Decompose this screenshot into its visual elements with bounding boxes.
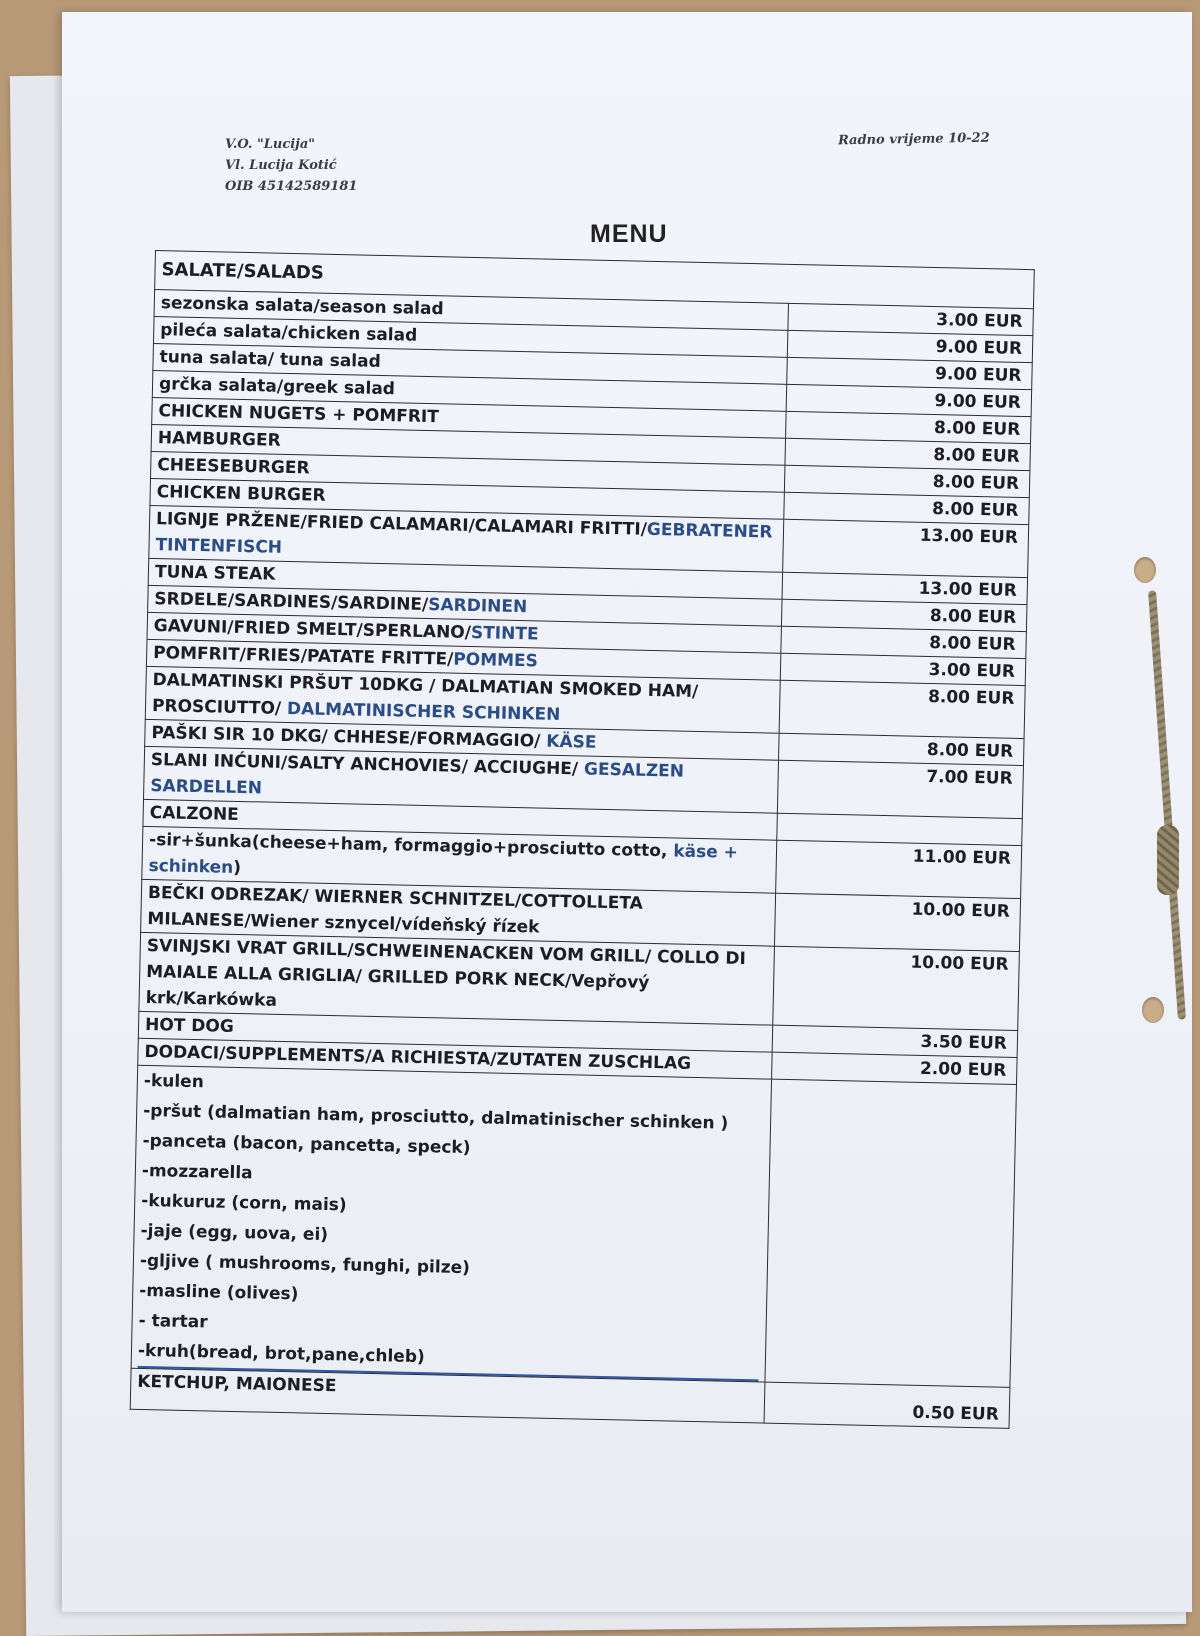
item-name-text: grčka salata/greek salad (158, 374, 396, 400)
menu-item-price: 9.00 EUR (787, 357, 1033, 389)
item-name-text: sezonska salata/season salad (160, 293, 444, 320)
supplement-item: -gljive ( mushrooms, funghi, pilze) (139, 1250, 471, 1279)
menu-item-price: 11.00 EUR (776, 840, 1022, 898)
item-name-german: SARDINEN (428, 595, 528, 618)
item-name-text: SRDELE/SARDINES/SARDINE/ (154, 589, 429, 616)
supplement-item: -pršut (dalmatian ham, prosciutto, dalmatinischer schinken ) (142, 1100, 729, 1134)
menu-item-price: 2.00 EUR (771, 1052, 1017, 1084)
item-name-text: pileća salata/chicken salad (160, 320, 418, 346)
supplement-item: -kukuruz (corn, mais) (141, 1190, 347, 1216)
item-name-german: STINTE (470, 622, 539, 645)
item-name-text: BEČKI ODREZAK/ WIERNER SCHNITZEL/COTTOLLETA MILANESE/Wiener sznycel/vídeňský řízek (147, 883, 643, 938)
item-name-text: HAMBURGER (157, 428, 281, 451)
business-line: Vl. Lucija Kotić (225, 158, 337, 173)
punch-hole (1134, 557, 1156, 583)
menu-item-price: 8.00 EUR (784, 465, 1030, 497)
menu-item-price: 8.00 EUR (785, 438, 1031, 470)
string-knot (1157, 825, 1179, 895)
supplement-item: -masline (olives) (139, 1280, 299, 1305)
supplement-item: -kulen (143, 1070, 205, 1093)
item-name-text: -sir+šunka(cheese+ham, formaggio+prosciutto cotto, (148, 830, 674, 862)
item-name-text: CHICKEN NUGETS + POMFRIT (158, 401, 440, 428)
item-name-german: POMMES (453, 649, 539, 672)
menu-item-price: 8.00 EUR (781, 626, 1027, 658)
item-name-german: GESALZEN SARDELLEN (150, 759, 685, 799)
supplement-item: -mozzarella (141, 1160, 253, 1184)
supplement-item: -panceta (bacon, pancetta, speck) (142, 1130, 471, 1159)
business-stamp (225, 134, 357, 197)
item-name-text: CHEESEBURGER (157, 455, 310, 479)
item-name-german: KÄSE (546, 731, 597, 753)
menu-item-price: 7.00 EUR (777, 760, 1023, 818)
item-name-text: DODACI/SUPPLEMENTS/A RICHIESTA/ZUTATEN ZUSCHLAG (144, 1041, 692, 1074)
menu-item-price: 3.00 EUR (780, 653, 1026, 685)
item-name-german: käse + schinken (148, 841, 739, 878)
item-name-text: DALMATINSKI PRŠUT 10DKG / DALMATIAN SMOKED HAM/ PROSCIUTTO/ (151, 670, 699, 719)
menu-item-price: 10.00 EUR (774, 893, 1020, 951)
menu-item-price: 8.00 EUR (785, 411, 1031, 443)
supplements-row (131, 1065, 1016, 1387)
business-line: OIB 45142589181 (225, 179, 358, 194)
item-name-text: KETCHUP, MAIONESE (137, 1371, 337, 1397)
menu-item-price: 10.00 EUR (773, 946, 1020, 1030)
page-title: MENU (590, 220, 668, 248)
item-name-german: DALMATINISCHER SCHINKEN (286, 698, 561, 725)
business-line: V.O. "Lucija" (225, 137, 316, 152)
menu-item-price: 8.00 EUR (778, 733, 1024, 765)
menu-item-price: 3.50 EUR (772, 1025, 1018, 1057)
item-name-text: GAVUNI/FRIED SMELT/SPERLANO/ (153, 616, 472, 643)
supplement-item: -kruh(bread, brot,pane,chleb) (138, 1336, 759, 1382)
item-name-text: CALZONE (149, 803, 240, 825)
item-name-tail: ) (233, 857, 242, 879)
supplement-item: - tartar (138, 1310, 208, 1333)
menu-item-price: 13.00 EUR (782, 572, 1028, 604)
menu-item-price: 0.50 EUR (764, 1382, 1010, 1428)
menu-table (130, 250, 1035, 1429)
supplements-price-cell (765, 1079, 1017, 1387)
menu-item-price: 8.00 EUR (779, 680, 1025, 738)
menu-item-price: 3.00 EUR (788, 303, 1034, 335)
item-name-text: HOT DOG (144, 1014, 235, 1037)
item-name-text: LIGNJE PRŽENE/FRIED CALAMARI/CALAMARI FRITTI/ (155, 509, 648, 540)
supplements-list (131, 1065, 771, 1382)
punch-hole (1142, 997, 1164, 1023)
menu-item-price: 9.00 EUR (787, 330, 1033, 362)
menu-item-price: 8.00 EUR (784, 492, 1030, 524)
item-name-text: CHICKEN BURGER (156, 482, 326, 506)
section-title: SALATE/SALADS (155, 251, 1035, 309)
item-name-text: POMFRIT/FRIES/PATATE FRITTE/ (152, 643, 454, 670)
item-name-text: tuna salata/ tuna salad (159, 347, 381, 372)
item-name-german: GEBRATENER TINTENFISCH (155, 519, 773, 558)
menu-item-price: 9.00 EUR (786, 384, 1032, 416)
menu-item-price: 13.00 EUR (783, 519, 1029, 577)
item-name-text: SLANI INĆUNI/SALTY ANCHOVIES/ ACCIUGHE/ (150, 750, 585, 780)
supplement-item: -jaje (egg, uova, ei) (140, 1220, 329, 1246)
opening-hours: Radno vrijeme 10-22 (837, 130, 990, 149)
item-name-text: PAŠKI SIR 10 DKG/ CHHESE/FORMAGGIO/ (151, 723, 547, 752)
menu-item-price: 8.00 EUR (781, 599, 1027, 631)
item-name-text: TUNA STEAK (154, 562, 276, 585)
item-name-text: SVINJSKI VRAT GRILL/SCHWEINENACKEN VOM GRILL/ COLLO DI MAIALE ALLA GRIGLIA/ GRILLED PORK NECK/Vepřový krk/Karkówka (145, 935, 747, 1011)
menu-item-name (139, 932, 774, 1025)
